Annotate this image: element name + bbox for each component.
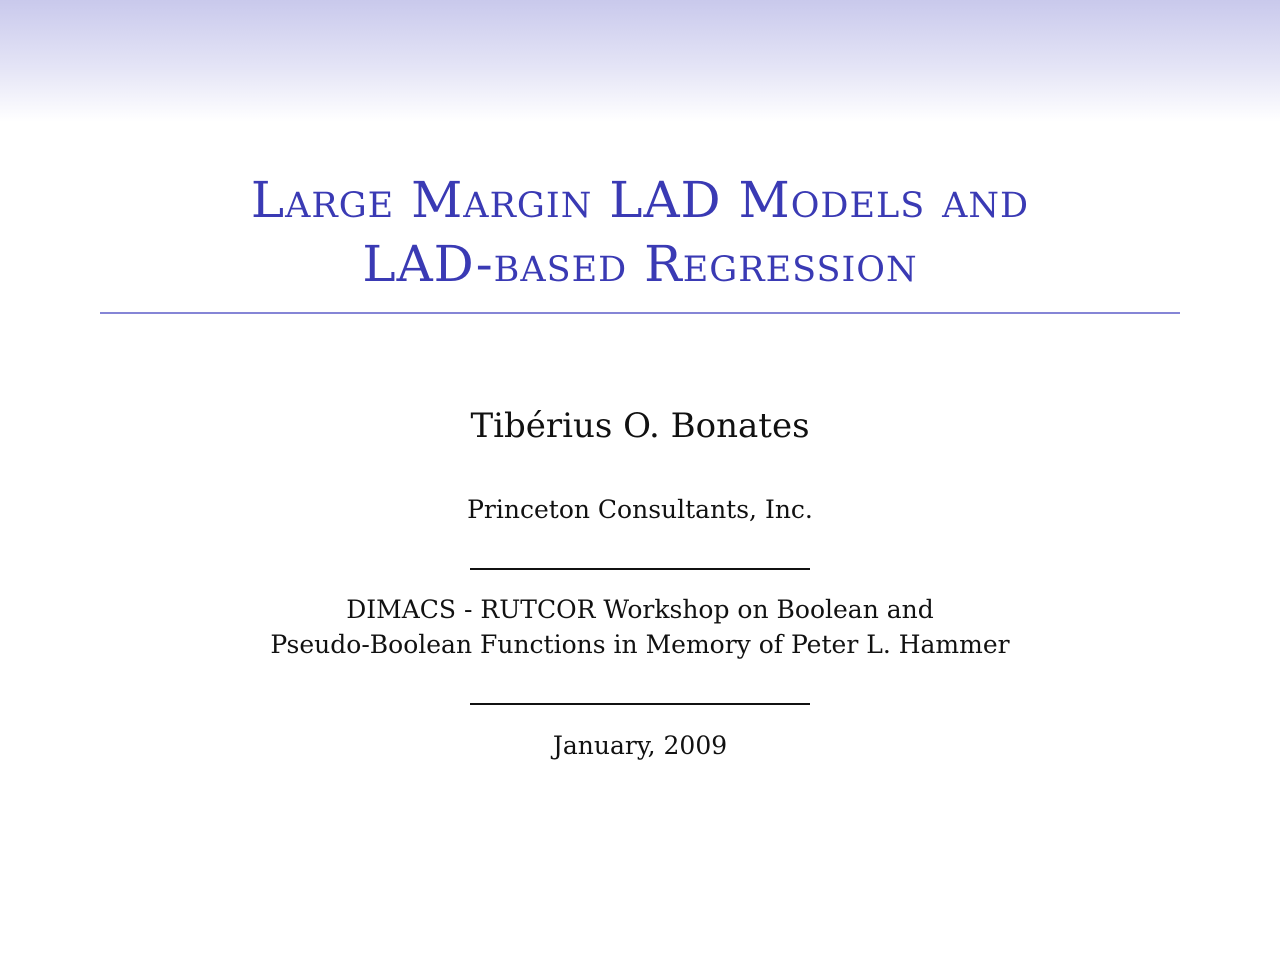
title-divider bbox=[100, 312, 1180, 314]
author-institute: Princeton Consultants, Inc. bbox=[467, 495, 813, 524]
title-line-1: Large Margin LAD Models and bbox=[250, 171, 1030, 229]
slide-title bbox=[0, 168, 1280, 296]
event-line-2: Pseudo-Boolean Functions in Memory of Peter L. Hammer bbox=[270, 630, 1010, 659]
event-divider-bottom bbox=[470, 703, 810, 705]
event-divider-top bbox=[470, 568, 810, 570]
event-line-1: DIMACS - RUTCOR Workshop on Boolean and bbox=[346, 595, 934, 624]
title-line-2: LAD-based Regression bbox=[362, 235, 918, 293]
presentation-date: January, 2009 bbox=[552, 731, 728, 760]
author-name: Tibérius O. Bonates bbox=[470, 406, 810, 446]
event-description bbox=[0, 592, 1280, 662]
header-gradient-band bbox=[0, 0, 1280, 122]
